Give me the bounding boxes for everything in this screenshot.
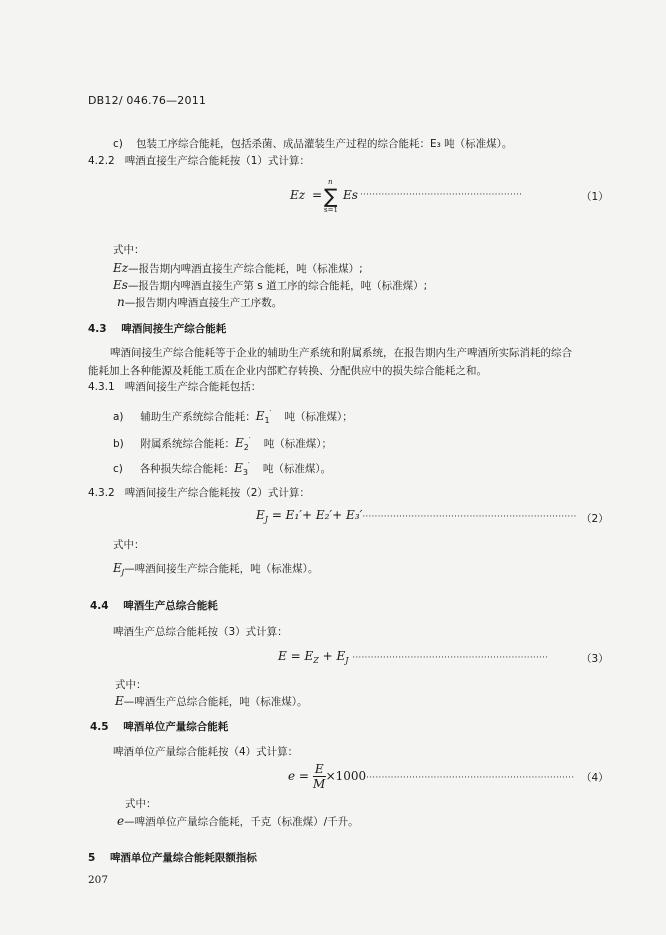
fraction — [313, 762, 326, 791]
symbol-ez: Ez — [113, 261, 129, 275]
section-4-3-paragraph: 啤酒间接生产综合能耗等于企业的辅助生产系统和附属系统，在报告期内生产啤酒所实际消耗的综合能耗加上各种能源及耗能工质在企业内部贮存转换、分配供应中的损失综合能耗之和。 — [88, 347, 572, 377]
equation-4 — [288, 762, 574, 791]
eq1-equals: = — [312, 188, 323, 202]
symbol-e: E — [255, 409, 265, 423]
clause-text: 啤酒间接生产综合能耗包括： — [124, 381, 262, 393]
eq3-sub-j: J — [345, 656, 349, 665]
fraction-numerator: E — [314, 762, 324, 776]
list-item-c-label: c) — [113, 138, 123, 150]
section-4-5-text: 啤酒单位产量综合能耗按（4）式计算： — [113, 746, 299, 758]
definition-e-unit — [117, 813, 359, 830]
section-title: 啤酒单位产量综合能耗 — [123, 721, 229, 733]
clause-4-3-1 — [88, 379, 261, 395]
list-item-label: c) — [113, 463, 123, 475]
leader-dots: ····················································· — [360, 190, 523, 200]
eq2-rhs: = E₁′+ E₂′+ E₃′ — [271, 508, 363, 522]
list-item-c-text: 包装工序综合能耗，包括杀菌、成品灌装生产过程的综合能耗：E₃ 吨（标准煤）。 — [136, 138, 513, 150]
eq1-sum-upper: n — [328, 178, 333, 186]
definition-text: —报告期内啤酒直接生产工序数。 — [124, 297, 283, 309]
symbol-e: E — [115, 694, 124, 708]
where-label-1: 式中： — [113, 244, 145, 256]
section-number: 4.3 — [88, 323, 107, 335]
section-title: 啤酒生产总综合能耗 — [123, 600, 218, 612]
equation-3 — [278, 649, 548, 665]
section-4-4-text: 啤酒生产总综合能耗按（3）式计算： — [113, 626, 288, 638]
eq3-rhs: = E — [290, 649, 314, 663]
definition-ez — [113, 260, 363, 277]
symbol-e: E — [113, 561, 122, 575]
clause-4-3-2 — [88, 485, 310, 501]
section-4-5-heading — [90, 719, 228, 735]
definition-ej — [113, 560, 318, 581]
subscript: 2 — [243, 443, 249, 452]
clause-text: 啤酒间接生产综合能耗按（2）式计算： — [124, 487, 310, 499]
where-label-3: 式中： — [115, 679, 147, 691]
eq1-sum-lower: s=1 — [324, 206, 338, 214]
list-item-text: 附属系统综合能耗： — [140, 438, 235, 450]
list-item-text: 各种损失综合能耗： — [139, 463, 235, 475]
symbol-es: Es — [113, 278, 128, 292]
clause-4-2-2 — [88, 153, 310, 169]
eq1-lhs: Ez — [290, 188, 306, 202]
eq3-sub-z: Z — [313, 656, 319, 665]
section-4-4-heading — [90, 598, 218, 614]
eq3-plus: + E — [318, 649, 346, 663]
eq4-number: （4） — [581, 772, 609, 784]
list-item-unit: 吨（标准煤）。 — [262, 463, 332, 475]
eq3-number: （3） — [581, 653, 609, 665]
symbol-e-lower: e — [117, 814, 125, 828]
definition-text: —报告期内啤酒直接生产第 s 道工序的综合能耗，吨（标准煤）; — [127, 280, 428, 292]
section-5-heading — [88, 850, 257, 866]
list-item-label: b) — [113, 438, 124, 450]
section-4-3-heading — [88, 321, 226, 337]
list-item-b: b) 附属系统综合能耗：$E_2'$ 吨（标准煤）； — [113, 436, 333, 452]
list-item-c: c) 各种损失综合能耗：$E_3'$ 吨（标准煤）。 — [113, 461, 332, 477]
list-item-unit: 吨（标准煤）； — [263, 438, 333, 450]
leader-dots: ···································································· — [366, 773, 575, 783]
list-item-unit: 吨（标准煤）； — [284, 411, 353, 423]
fraction-denominator: M — [313, 777, 326, 791]
section-number: 4.5 — [90, 721, 109, 733]
standard-number: DB12/ 046.76—2011 — [88, 94, 207, 107]
page-number: 207 — [88, 874, 109, 886]
leader-dots: ································································ — [352, 653, 549, 663]
leader-dots: ······································································ — [362, 512, 577, 522]
subscript: 1 — [264, 416, 270, 425]
definition-es — [113, 277, 427, 294]
symbol-e: E — [234, 436, 244, 450]
equation-2 — [256, 508, 577, 524]
where-label-4: 式中： — [125, 798, 157, 810]
symbol-n: n — [117, 295, 125, 309]
section-title: 啤酒间接生产综合能耗 — [121, 323, 227, 335]
definition-e — [115, 693, 308, 710]
list-item-label: a) — [113, 411, 124, 423]
definition-text: —啤酒间接生产综合能耗，吨（标准煤）。 — [124, 563, 319, 575]
eq3-lhs: E — [278, 649, 287, 663]
eq4-lhs: e = — [288, 769, 309, 783]
symbol-e: E — [234, 461, 243, 475]
list-item-text: 辅助生产系统综合能耗： — [140, 411, 256, 423]
clause-number: 4.3.1 — [88, 381, 115, 393]
eq2-lhs-sub: J — [264, 515, 268, 524]
list-item-a: a) 辅助生产系统综合能耗：$E_1'$ 吨（标准煤）； — [113, 409, 353, 425]
definition-text: —报告期内啤酒直接生产综合能耗，吨（标准煤）; — [128, 263, 363, 275]
eq4-multiplier: ×1000 — [325, 769, 367, 783]
section-title: 啤酒单位产量综合能耗限额指标 — [109, 852, 257, 864]
clause-number: 4.2.2 — [88, 155, 115, 167]
subscript: 3 — [242, 468, 248, 477]
where-label-2: 式中： — [113, 539, 145, 551]
clause-number: 4.3.2 — [88, 487, 115, 499]
definition-n — [117, 294, 282, 311]
section-number: 5 — [88, 852, 96, 864]
sigma-symbol: ∑ — [324, 184, 338, 208]
clause-text: 啤酒直接生产综合能耗按（1）式计算： — [124, 155, 310, 167]
eq1-rhs: Es — [343, 188, 358, 202]
eq1-number: （1） — [581, 191, 609, 203]
section-number: 4.4 — [90, 600, 109, 612]
eq2-number: （2） — [581, 513, 609, 525]
definition-text: —啤酒单位产量综合能耗，千克（标准煤）/千升。 — [124, 816, 359, 828]
definition-text: —啤酒生产总综合能耗，吨（标准煤）。 — [123, 696, 308, 708]
eq2-lhs: E — [256, 508, 265, 522]
subscript: J — [121, 568, 125, 577]
